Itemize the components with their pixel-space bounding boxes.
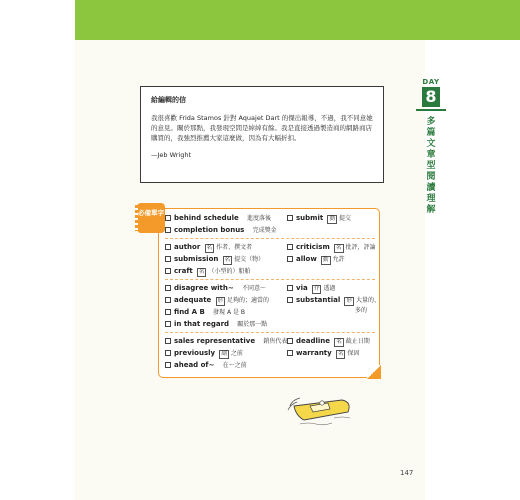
- letter-body: 我很喜歡 Frida Stamos 針對 Aquajet Dart 的傑出報導，不過，我不同意她的意見。關於那點，我發現空間是綽綽有餘。我是直接透過製造商的網路商店購買的，我強烈推薦大家這麼做，因為有大幅折扣。: [151, 114, 373, 142]
- vocab-item[interactable]: substantial 形 大量的、: [287, 295, 380, 306]
- checkbox-icon[interactable]: [165, 215, 171, 221]
- vocab-item[interactable]: submit 動 提交: [287, 213, 351, 224]
- day-divider: [416, 109, 446, 111]
- page-number: 147: [400, 469, 414, 477]
- boat-illustration: [286, 384, 356, 428]
- checkbox-icon[interactable]: [165, 297, 171, 303]
- vocab-badge: 必備單字: [137, 203, 165, 233]
- checkbox-icon[interactable]: [165, 244, 171, 250]
- day-label: DAY: [422, 78, 440, 86]
- letter-box: [140, 86, 384, 183]
- vocab-item[interactable]: completion bonus 完成獎金: [165, 225, 277, 236]
- vocab-item[interactable]: author 名 作者、撰文者: [165, 242, 252, 253]
- checkbox-icon[interactable]: [287, 338, 293, 344]
- section-divider: [165, 332, 375, 333]
- vocab-item[interactable]: allow 動 允許: [287, 254, 345, 265]
- vocab-item[interactable]: in that regard 關於那一點: [165, 319, 267, 330]
- checkbox-icon[interactable]: [165, 350, 171, 356]
- checkbox-icon[interactable]: [287, 244, 293, 250]
- checkbox-icon[interactable]: [287, 285, 293, 291]
- vocab-item[interactable]: behind schedule 進度落後: [165, 213, 271, 224]
- section-title: 多篇文章型閱讀理解: [426, 117, 436, 215]
- checkbox-icon[interactable]: [287, 256, 293, 262]
- day-number: 8: [422, 87, 440, 107]
- checkbox-icon[interactable]: [165, 227, 171, 233]
- vocab-item[interactable]: find A B 發現 A 是 B: [165, 307, 245, 318]
- checkbox-icon[interactable]: [165, 285, 171, 291]
- vocab-item[interactable]: disagree with~ 不同意～: [165, 283, 266, 294]
- section-divider: [165, 238, 375, 239]
- vocab-item[interactable]: warranty 名 保固: [287, 348, 359, 359]
- letter-title: 給編輯的信: [151, 96, 186, 104]
- vocab-item[interactable]: previously 副 之前: [165, 348, 243, 359]
- checkbox-icon[interactable]: [287, 215, 293, 221]
- vocab-item[interactable]: deadline 名 截止日期: [287, 336, 370, 347]
- checkbox-icon[interactable]: [165, 362, 171, 368]
- checkbox-icon[interactable]: [165, 268, 171, 274]
- vocab-item[interactable]: ahead of~ 在～之前: [165, 360, 247, 371]
- checkbox-icon[interactable]: [165, 309, 171, 315]
- vocabulary-box: [158, 208, 380, 378]
- header-color-band: [75, 0, 520, 40]
- letter-signature: —Jeb Wright: [151, 151, 192, 159]
- checkbox-icon[interactable]: [287, 350, 293, 356]
- vocab-item[interactable]: submission 名 提交（物）: [165, 254, 264, 265]
- vocab-def-continuation: 多的: [355, 307, 368, 314]
- checkbox-icon[interactable]: [165, 321, 171, 327]
- checkbox-icon[interactable]: [287, 297, 293, 303]
- section-divider: [165, 279, 375, 280]
- vocab-item[interactable]: adequate 形 足夠的；適當的: [165, 295, 269, 306]
- vocab-item[interactable]: criticism 名 批評，評論: [287, 242, 376, 253]
- day-side-tab: [414, 78, 448, 216]
- vocab-item[interactable]: via 介 透過: [287, 283, 335, 294]
- checkbox-icon[interactable]: [165, 338, 171, 344]
- checkbox-icon[interactable]: [165, 256, 171, 262]
- vocab-item[interactable]: sales representative 銷售代表: [165, 336, 287, 347]
- page-fold-corner: [367, 365, 381, 379]
- vocab-item[interactable]: craft 名 （小型的）船舶: [165, 266, 250, 277]
